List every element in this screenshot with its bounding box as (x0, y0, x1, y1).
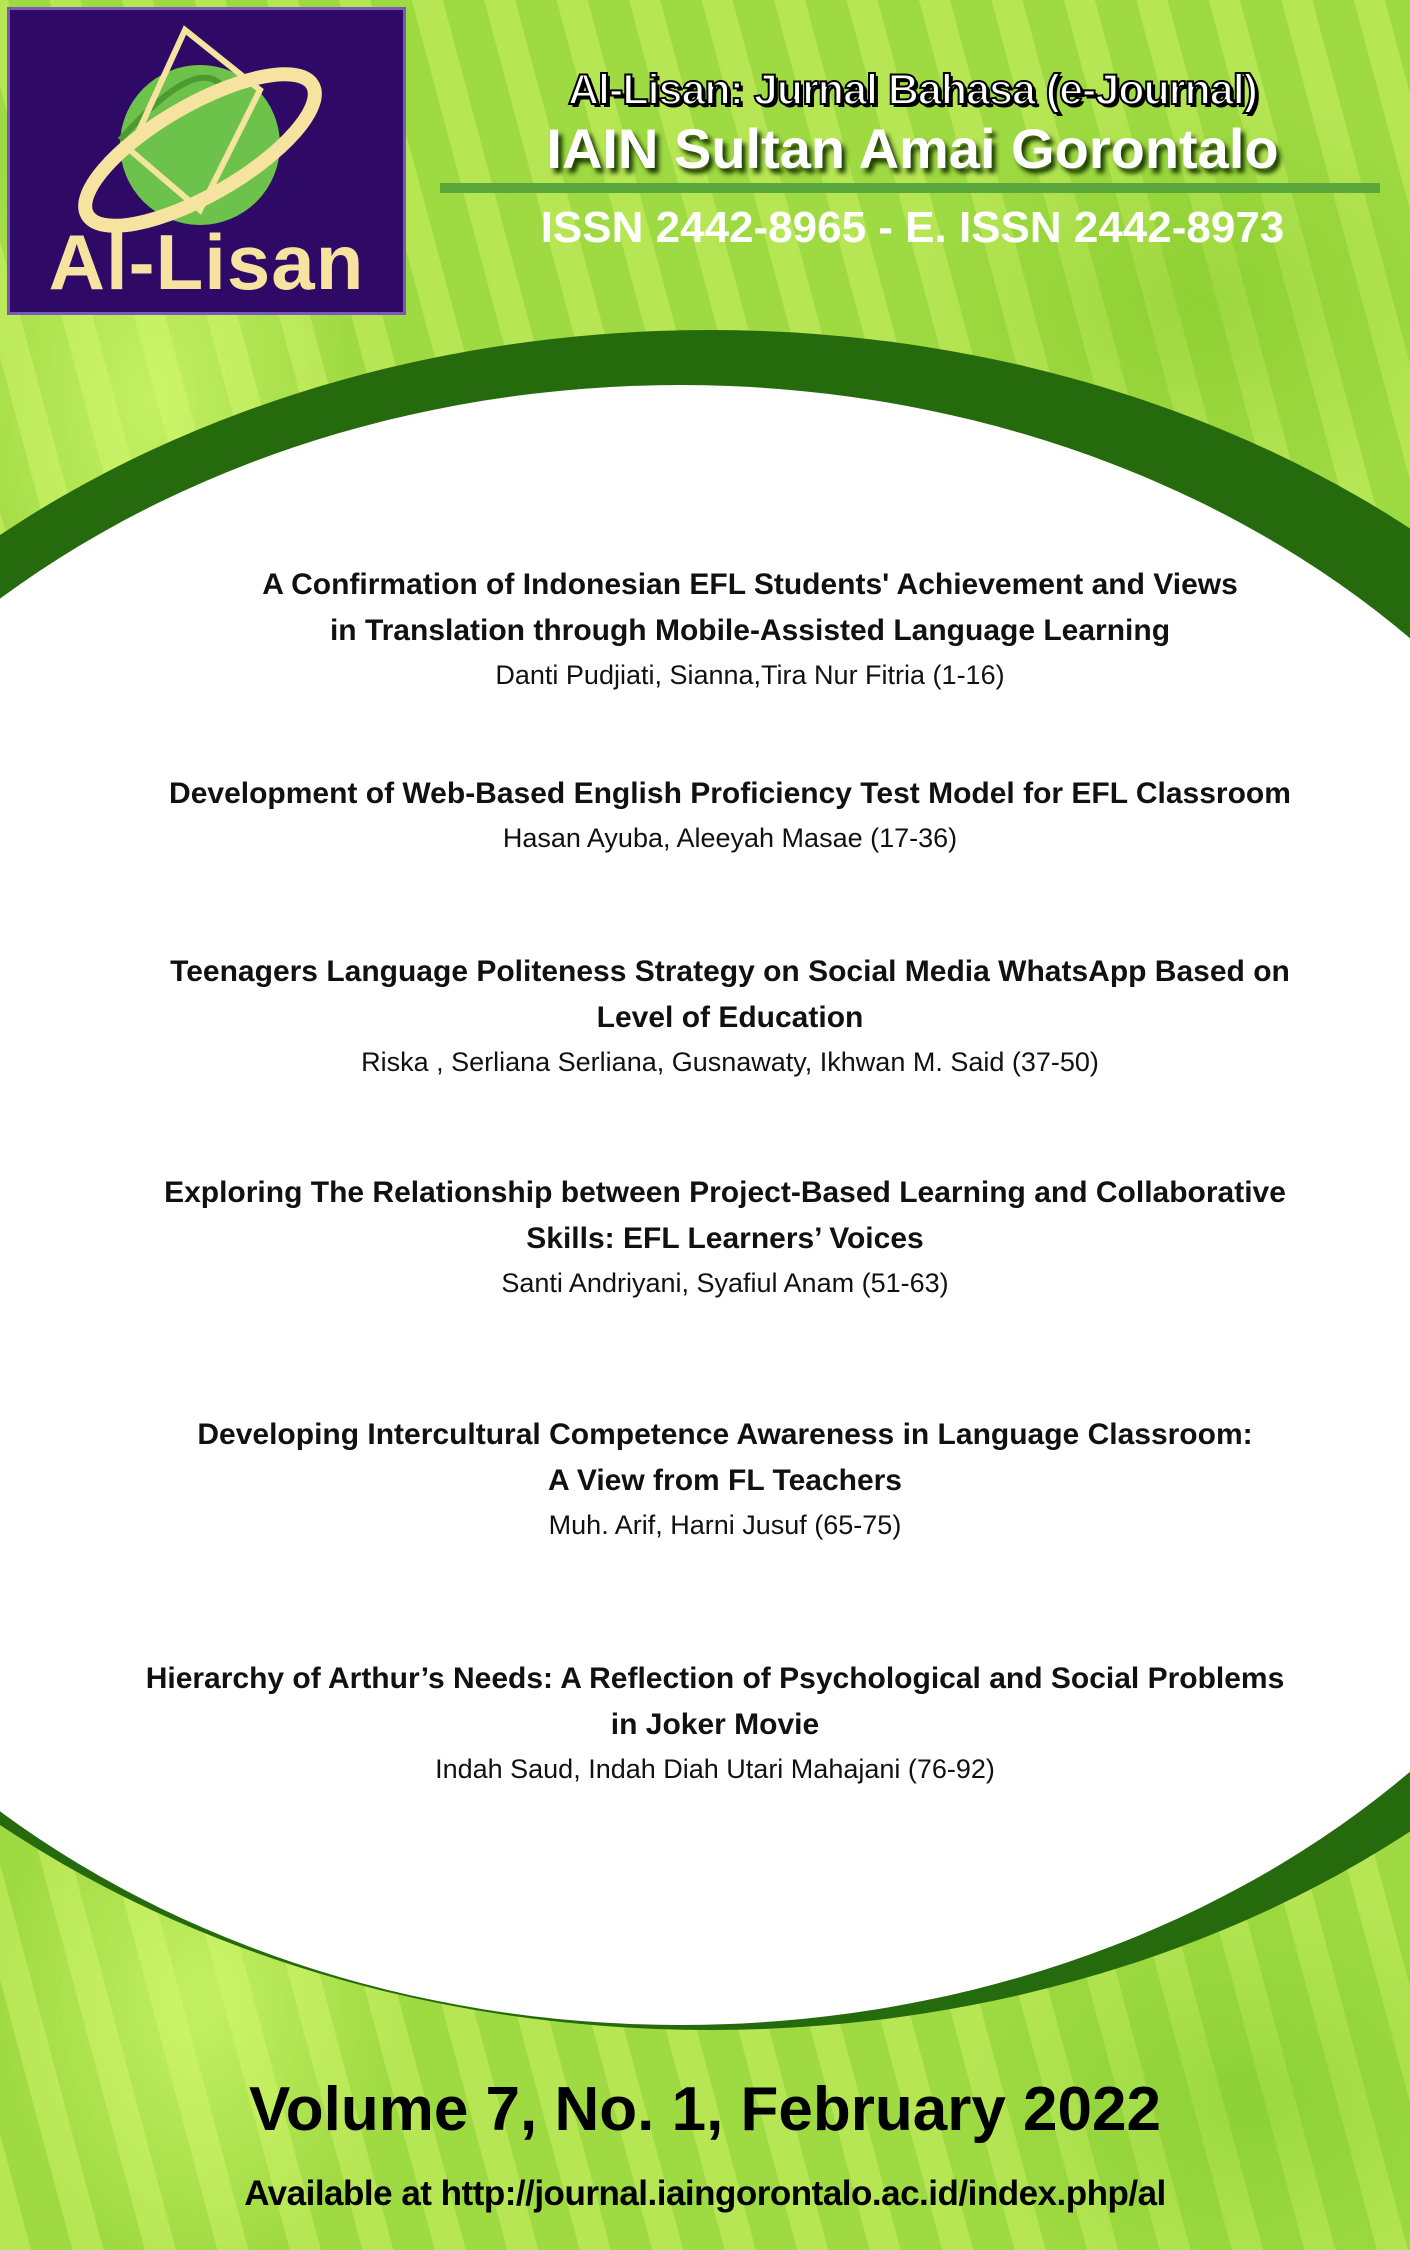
article-title-line: Development of Web-Based English Proficiency Test Model for EFL Classroom (169, 777, 1291, 810)
article-authors: Hasan Ayuba, Aleeyah Masae (17-36) (502, 823, 958, 853)
article-title-line: A View from FL Teachers (547, 1464, 902, 1497)
availability-url: Available at http://journal.iaingorontalo.ac.id/index.php/al (244, 2174, 1166, 2213)
article-title-line: A Confirmation of Indonesian EFL Students' Achievement and Views (262, 568, 1238, 601)
article-5 (50, 1412, 1400, 1546)
article-authors: Santi Andriyani, Syafiul Anam (51-63) (501, 1268, 949, 1298)
article-title-line: Exploring The Relationship between Project-Based Learning and Collaborative (164, 1176, 1286, 1209)
journal-logo (7, 7, 406, 315)
article-title-line: Level of Education (596, 1001, 864, 1034)
article-authors: Muh. Arif, Harni Jusuf (65-75) (548, 1510, 902, 1540)
article-title-line: in Joker Movie (610, 1708, 820, 1741)
article-title-line: Developing Intercultural Competence Awareness in Language Classroom: (197, 1418, 1253, 1451)
article-title-line: Hierarchy of Arthur’s Needs: A Reflection of Psychological and Social Problems (145, 1662, 1285, 1695)
volume-info: Volume 7, No. 1, February 2022 (249, 2075, 1161, 2144)
institution-name: IAIN Sultan Amai Gorontalo (546, 117, 1279, 180)
article-1 (100, 562, 1400, 696)
article-title-line: Teenagers Language Politeness Strategy on Social Media WhatsApp Based on (170, 955, 1290, 988)
article-6 (30, 1656, 1400, 1790)
issn: ISSN 2442-8965 - E. ISSN 2442-8973 (540, 203, 1285, 252)
article-3 (60, 949, 1400, 1083)
article-authors: Riska , Serliana Serliana, Gusnawaty, Ikhwan M. Said (37-50) (361, 1047, 1099, 1077)
article-title-line: in Translation through Mobile-Assisted Language Learning (329, 614, 1171, 647)
logo-text: Al-Lisan (48, 218, 365, 306)
article-2 (60, 771, 1400, 859)
article-authors: Danti Pudjiati, Sianna,Tira Nur Fitria (1-16) (495, 660, 1005, 690)
journal-title: Al-Lisan: Jurnal Bahasa (e-Journal) (568, 66, 1257, 114)
article-title-line: Skills: EFL Learners’ Voices (526, 1222, 924, 1255)
article-authors: Indah Saud, Indah Diah Utari Mahajani (76-92) (435, 1754, 995, 1784)
article-4 (50, 1170, 1400, 1304)
header-divider (440, 183, 1380, 193)
